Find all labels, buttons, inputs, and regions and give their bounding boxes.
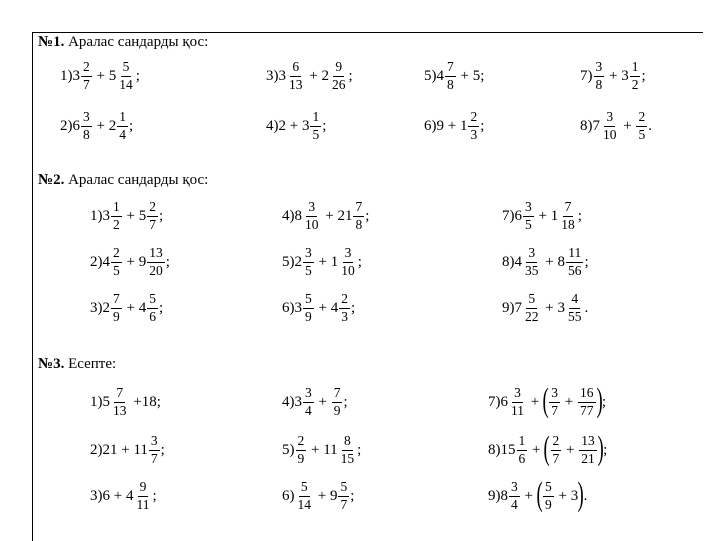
exercise-item <box>424 106 484 146</box>
item-label: 6) <box>424 117 437 134</box>
exercise-item <box>580 106 652 146</box>
fraction-numerator: 2 <box>468 110 479 126</box>
item-label: 8) <box>580 117 593 134</box>
fraction-denominator: 7 <box>83 76 90 92</box>
expression-text: 6 + 4 <box>102 487 134 504</box>
fraction-denominator: 9 <box>333 402 341 418</box>
exercise-item <box>502 196 582 236</box>
exercise-item <box>266 106 326 146</box>
fraction-numerator: 3 <box>549 386 560 402</box>
fraction <box>601 110 619 141</box>
item-label: 3) <box>266 67 279 84</box>
fraction-numerator: 2 <box>111 246 122 262</box>
item-label: 9) <box>488 487 501 504</box>
fraction-numerator: 9 <box>333 60 344 76</box>
fraction-numerator: 2 <box>339 292 350 308</box>
fraction <box>559 200 577 231</box>
expression-text: ; <box>350 299 356 316</box>
fraction-denominator: 35 <box>525 262 539 278</box>
fraction-numerator: 16 <box>578 386 596 402</box>
expression-text: ; <box>365 207 370 224</box>
fraction-denominator: 13 <box>289 76 303 92</box>
fraction-denominator: 56 <box>567 262 582 278</box>
item-label: 4) <box>282 393 295 410</box>
exercise-item <box>90 382 161 422</box>
fraction-denominator: 4 <box>511 496 518 512</box>
fraction-denominator: 7 <box>551 402 559 418</box>
fraction-denominator: 9 <box>305 308 312 324</box>
fraction-numerator: 3 <box>303 246 314 262</box>
fraction-denominator: 21 <box>581 450 595 466</box>
fraction-numerator: 7 <box>353 200 364 216</box>
expression-text: + 3 <box>554 487 579 504</box>
fraction-denominator: 6 <box>518 450 526 466</box>
exercise-item <box>282 288 355 328</box>
fraction <box>523 246 541 277</box>
expression-text: 3 <box>294 393 302 410</box>
expression-text: ; <box>584 253 589 270</box>
item-label: 1) <box>90 393 103 410</box>
expression-text: ; <box>128 117 134 134</box>
fraction <box>303 292 314 323</box>
fraction-numerator: 3 <box>509 480 520 496</box>
parenthesis: ( <box>542 382 549 419</box>
fraction-denominator: 2 <box>631 76 639 92</box>
expression-text: + <box>527 393 543 410</box>
fraction-numerator: 3 <box>149 434 160 450</box>
parenthesis: ( <box>543 430 550 467</box>
fraction <box>353 200 364 231</box>
fraction <box>332 386 343 417</box>
fraction <box>310 110 321 141</box>
fraction <box>543 480 554 511</box>
fraction <box>303 200 321 231</box>
expression-text: 2 + 3 <box>278 117 310 134</box>
fraction-denominator: 8 <box>83 126 90 142</box>
fraction <box>549 386 560 417</box>
section-title: Аралас сандарды қос: <box>68 172 209 188</box>
exercise-item <box>502 242 589 282</box>
expression-text: . <box>583 487 588 504</box>
expression-text: + 21 <box>321 207 353 224</box>
parenthesis: ( <box>536 476 543 513</box>
fraction-denominator: 8 <box>447 76 454 92</box>
fraction-denominator: 5 <box>312 126 320 142</box>
item-label: 3) <box>90 487 103 504</box>
fraction <box>81 60 92 91</box>
fraction-numerator: 3 <box>343 246 354 262</box>
item-label: 2) <box>60 117 73 134</box>
expression-text: + 5; <box>456 67 485 84</box>
item-label: 4) <box>282 207 295 224</box>
fraction <box>509 386 526 417</box>
expression-text: 15 <box>500 441 516 458</box>
item-label: 7) <box>580 67 593 84</box>
fraction <box>134 480 151 511</box>
fraction <box>147 200 158 231</box>
fraction <box>551 434 562 465</box>
fraction-denominator: 3 <box>470 126 478 142</box>
fraction <box>303 246 314 277</box>
fraction-numerator: 2 <box>296 434 307 450</box>
section-1-heading <box>38 34 208 51</box>
fraction <box>296 434 307 465</box>
fraction <box>147 246 165 277</box>
exercise-item <box>488 430 607 470</box>
fraction <box>594 60 605 91</box>
fraction-numerator: 2 <box>551 434 562 450</box>
exercise-item <box>90 196 163 236</box>
exercise-item <box>424 56 484 96</box>
fraction-numerator: 7 <box>445 60 456 76</box>
fraction-denominator: 11 <box>136 496 150 512</box>
item-label: 1) <box>90 207 103 224</box>
fraction <box>636 110 647 141</box>
expression-text: ; <box>165 253 170 270</box>
exercise-item <box>282 476 354 516</box>
expression-text: 7 <box>514 299 522 316</box>
fraction <box>296 480 314 511</box>
fraction-denominator: 3 <box>341 308 348 324</box>
fraction-numerator: 1 <box>630 60 641 76</box>
fraction-numerator: 3 <box>306 200 317 216</box>
fraction-denominator: 10 <box>603 126 617 142</box>
expression-text: + <box>561 393 578 410</box>
fraction-denominator: 15 <box>340 450 355 466</box>
fraction-denominator: 8 <box>355 216 363 232</box>
fraction <box>509 480 520 511</box>
fraction <box>111 246 122 277</box>
expression-text: + 1 <box>314 253 339 270</box>
expression-text: ; <box>601 393 607 410</box>
expression-text: ; <box>160 441 165 458</box>
fraction-numerator: 8 <box>342 434 353 450</box>
expression-text: 4 <box>102 253 110 270</box>
expression-text: + 3 <box>541 299 565 316</box>
expression-text: ; <box>603 441 608 458</box>
fraction-denominator: 77 <box>580 402 594 418</box>
fraction-denominator: 7 <box>149 216 156 232</box>
fraction-denominator: 13 <box>113 402 127 418</box>
item-label: 7) <box>488 393 501 410</box>
fraction-denominator: 26 <box>331 76 346 92</box>
exercise-item <box>488 382 606 422</box>
expression-text: + 5 <box>122 207 147 224</box>
item-label: 5) <box>424 67 437 84</box>
fraction-denominator: 7 <box>340 496 348 512</box>
fraction-numerator: 11 <box>566 246 583 262</box>
fraction-numerator: 9 <box>138 480 149 496</box>
expression-text: 6 <box>72 117 80 134</box>
exercise-item <box>266 56 353 96</box>
fraction-numerator: 13 <box>147 246 165 262</box>
fraction <box>517 434 528 465</box>
fraction-numerator: 2 <box>147 200 158 216</box>
fraction <box>468 110 479 141</box>
expression-text: 21 + 11 <box>102 441 148 458</box>
section-2-heading <box>38 172 208 189</box>
expression-text: + <box>528 441 545 458</box>
fraction-denominator: 7 <box>150 450 158 466</box>
fraction-numerator: 3 <box>303 386 314 402</box>
expression-text: ; <box>357 253 362 270</box>
expression-text: ; <box>158 207 164 224</box>
fraction-denominator: 4 <box>119 126 126 142</box>
expression-text: + 8 <box>541 253 565 270</box>
expression-text: + <box>520 487 537 504</box>
item-label: 9) <box>502 299 515 316</box>
fraction <box>303 386 314 417</box>
section-number: №1. <box>38 34 65 50</box>
expression-text: ; <box>577 207 582 224</box>
fraction-numerator: 5 <box>121 60 132 76</box>
expression-text: 9 + 1 <box>436 117 468 134</box>
fraction <box>339 246 357 277</box>
expression-text: 7 <box>592 117 600 134</box>
expression-text: + 11 <box>307 441 338 458</box>
fraction-denominator: 9 <box>545 496 552 512</box>
expression-text: + 1 <box>534 207 559 224</box>
fraction-denominator: 7 <box>552 450 560 466</box>
fraction-numerator: 3 <box>604 110 615 126</box>
parenthesis: ) <box>596 382 603 419</box>
fraction <box>566 292 584 323</box>
section-title: Есепте: <box>68 356 117 372</box>
item-label: 5) <box>282 441 295 458</box>
expression-text: + 9 <box>122 253 147 270</box>
fraction <box>523 292 541 323</box>
expression-text: ; <box>480 117 485 134</box>
expression-text: ; <box>152 487 157 504</box>
fraction-denominator: 4 <box>305 402 312 418</box>
fraction <box>339 292 350 323</box>
fraction-numerator: 5 <box>526 292 537 308</box>
item-label: 8) <box>488 441 501 458</box>
expression-text: 3 <box>294 299 302 316</box>
item-label: 8) <box>502 253 515 270</box>
fraction-numerator: 5 <box>303 292 314 308</box>
fraction-denominator: 5 <box>525 216 532 232</box>
parenthesis: ) <box>577 476 585 513</box>
exercise-item <box>502 288 588 328</box>
expression-text: + <box>314 393 331 410</box>
fraction-numerator: 7 <box>114 386 125 402</box>
expression-text: ; <box>322 117 327 134</box>
exercise-item <box>90 476 157 516</box>
expression-text: + 4 <box>122 299 147 316</box>
fraction-numerator: 6 <box>290 60 301 76</box>
expression-text: ; <box>343 393 348 410</box>
expression-text: ; <box>158 299 164 316</box>
fraction-denominator: 9 <box>297 450 305 466</box>
expression-text: ; <box>357 441 362 458</box>
exercise-item <box>282 382 348 422</box>
item-label: 6) <box>282 299 295 316</box>
item-label: 7) <box>502 207 515 224</box>
fraction-denominator: 55 <box>567 308 582 324</box>
fraction <box>117 110 128 141</box>
item-label: 2) <box>90 253 103 270</box>
expression-text: + 9 <box>314 487 338 504</box>
expression-text: 6 <box>500 393 508 410</box>
fraction-denominator: 2 <box>113 216 120 232</box>
expression-text: + <box>562 441 579 458</box>
fraction-numerator: 2 <box>81 60 92 76</box>
expression-text: 4 <box>514 253 522 270</box>
fraction-denominator: 8 <box>595 76 603 92</box>
section-3-heading <box>38 356 116 373</box>
exercise-item <box>282 430 361 470</box>
expression-text: +18; <box>129 393 161 410</box>
exercise-item <box>60 56 140 96</box>
fraction-numerator: 3 <box>81 110 92 126</box>
fraction-numerator: 7 <box>332 386 343 402</box>
fraction-numerator: 2 <box>636 110 647 126</box>
item-label: 3) <box>90 299 103 316</box>
fraction-numerator: 5 <box>338 480 349 496</box>
expression-text: + 5 <box>92 67 117 84</box>
fraction-numerator: 5 <box>299 480 310 496</box>
expression-text: + 3 <box>605 67 629 84</box>
expression-text: 2 <box>294 253 302 270</box>
section-title: Аралас сандарды қос: <box>68 34 209 50</box>
parenthesis: ) <box>597 430 604 467</box>
fraction <box>523 200 534 231</box>
fraction <box>339 434 357 465</box>
expression-text: 3 <box>102 207 110 224</box>
expression-text: ; <box>135 67 140 84</box>
fraction-denominator: 5 <box>113 262 120 278</box>
expression-text: . <box>584 299 589 316</box>
fraction-numerator: 3 <box>526 246 537 262</box>
fraction-denominator: 5 <box>305 262 312 278</box>
section-number: №3. <box>38 356 65 372</box>
expression-text: + <box>619 117 636 134</box>
exercise-item <box>282 196 369 236</box>
expression-text: 3 <box>278 67 286 84</box>
item-label: 2) <box>90 441 103 458</box>
expression-text: ; <box>641 67 646 84</box>
fraction-denominator: 11 <box>511 402 524 418</box>
item-label: 1) <box>60 67 73 84</box>
exercise-item <box>580 56 646 96</box>
fraction-denominator: 20 <box>149 262 163 278</box>
fraction-denominator: 22 <box>525 308 539 324</box>
expression-text: ; <box>348 67 353 84</box>
fraction-numerator: 1 <box>117 110 128 126</box>
exercise-item <box>90 242 170 282</box>
expression-text: 6 <box>514 207 522 224</box>
fraction <box>630 60 641 91</box>
expression-text: 5 <box>102 393 110 410</box>
item-label: 4) <box>266 117 279 134</box>
exercise-item <box>488 476 587 516</box>
fraction <box>147 292 158 323</box>
fraction-denominator: 6 <box>149 308 156 324</box>
fraction-denominator: 10 <box>341 262 355 278</box>
fraction-numerator: 4 <box>569 292 580 308</box>
expression-text: 8 <box>294 207 302 224</box>
fraction-denominator: 18 <box>561 216 575 232</box>
fraction <box>330 60 348 91</box>
expression-text: ; <box>350 487 355 504</box>
expression-text: 2 <box>102 299 110 316</box>
exercise-item <box>90 430 165 470</box>
fraction-numerator: 1 <box>310 110 321 126</box>
fraction <box>117 60 135 91</box>
fraction <box>81 110 92 141</box>
section-number: №2. <box>38 172 65 188</box>
fraction-numerator: 3 <box>594 60 605 76</box>
expression-text: + 4 <box>314 299 339 316</box>
fraction <box>111 200 122 231</box>
fraction-denominator: 9 <box>113 308 120 324</box>
fraction <box>566 246 584 277</box>
expression-text: + 2 <box>305 67 329 84</box>
fraction-denominator: 5 <box>638 126 646 142</box>
fraction-denominator: 14 <box>297 496 311 512</box>
expression-text: 4 <box>436 67 444 84</box>
fraction-numerator: 7 <box>111 292 122 308</box>
fraction-denominator: 10 <box>305 216 319 232</box>
fraction <box>111 386 129 417</box>
fraction-numerator: 3 <box>512 386 523 402</box>
expression-text: . <box>648 117 652 134</box>
exercise-item <box>90 288 163 328</box>
fraction <box>578 386 596 417</box>
fraction-numerator: 7 <box>563 200 574 216</box>
fraction <box>111 292 122 323</box>
item-label: 5) <box>282 253 295 270</box>
fraction <box>338 480 349 511</box>
fraction-numerator: 1 <box>111 200 122 216</box>
expression-text: + 2 <box>92 117 117 134</box>
fraction-numerator: 3 <box>523 200 534 216</box>
fraction <box>579 434 597 465</box>
expression-text: 3 <box>72 67 80 84</box>
expression-text: 8 <box>500 487 508 504</box>
fraction-denominator: 14 <box>119 76 133 92</box>
fraction <box>149 434 160 465</box>
fraction-numerator: 1 <box>517 434 528 450</box>
fraction <box>287 60 305 91</box>
exercise-item <box>282 242 362 282</box>
exercise-item <box>60 106 133 146</box>
fraction <box>445 60 456 91</box>
fraction-numerator: 13 <box>579 434 597 450</box>
fraction-numerator: 5 <box>543 480 554 496</box>
fraction-numerator: 5 <box>147 292 158 308</box>
item-label: 6) <box>282 487 295 504</box>
